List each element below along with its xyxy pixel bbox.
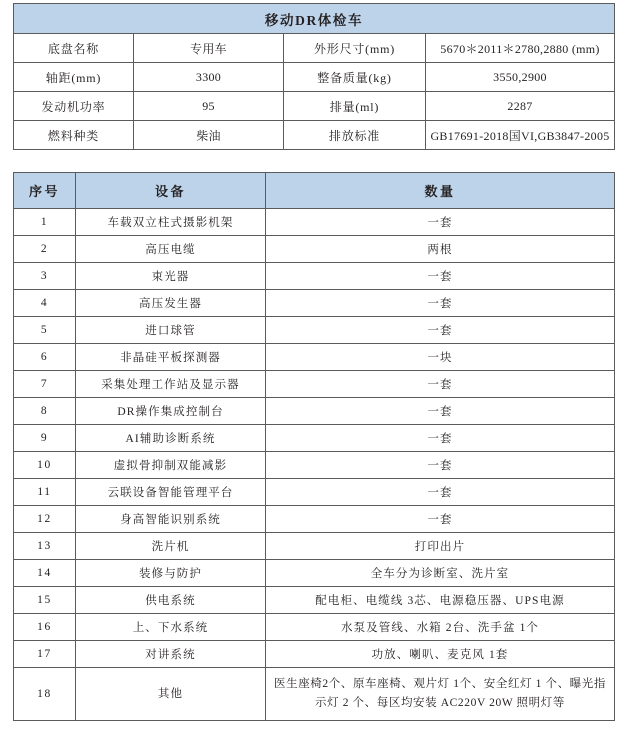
spec-value-curb-weight: 3550,2900 — [426, 63, 615, 92]
spec-label-curb-weight: 整备质量(kg) — [284, 63, 426, 92]
column-header-index: 序号 — [14, 173, 76, 209]
equipment-index-cell: 17 — [14, 641, 76, 668]
equipment-device-cell: 身高智能识别系统 — [76, 506, 266, 533]
equipment-device-cell: 进口球管 — [76, 317, 266, 344]
spec-value-wheelbase: 3300 — [134, 63, 284, 92]
table-row — [14, 560, 615, 587]
table-row — [14, 668, 615, 721]
equipment-quantity-cell: 一块 — [266, 344, 615, 371]
vehicle-spec-table — [13, 3, 615, 150]
table-row — [14, 371, 615, 398]
equipment-device-cell: 束光器 — [76, 263, 266, 290]
equipment-device-cell: AI辅助诊断系统 — [76, 425, 266, 452]
vehicle-spec-title-row — [14, 4, 615, 34]
column-header-quantity: 数量 — [266, 173, 615, 209]
equipment-device-cell: 非晶硅平板探测器 — [76, 344, 266, 371]
spec-value-chassis-name: 专用车 — [134, 34, 284, 63]
equipment-quantity-cell: 一套 — [266, 398, 615, 425]
spec-label-wheelbase: 轴距(mm) — [14, 63, 134, 92]
spec-label-displacement: 排量(ml) — [284, 92, 426, 121]
equipment-quantity-cell: 全车分为诊断室、洗片室 — [266, 560, 615, 587]
equipment-index-cell: 15 — [14, 587, 76, 614]
equipment-index-cell: 5 — [14, 317, 76, 344]
equipment-quantity-cell: 一套 — [266, 371, 615, 398]
equipment-quantity-cell: 打印出片 — [266, 533, 615, 560]
equipment-quantity-cell: 一套 — [266, 452, 615, 479]
equipment-quantity-cell: 一套 — [266, 317, 615, 344]
table-row — [14, 641, 615, 668]
equipment-device-cell: 高压电缆 — [76, 236, 266, 263]
equipment-index-cell: 7 — [14, 371, 76, 398]
equipment-device-cell: 其他 — [76, 668, 266, 721]
equipment-device-cell: 车载双立柱式摄影机架 — [76, 209, 266, 236]
equipment-index-cell: 4 — [14, 290, 76, 317]
vehicle-spec-title: 移动DR体检车 — [14, 4, 615, 34]
equipment-quantity-cell: 水泵及管线、水箱 2台、洗手盆 1个 — [266, 614, 615, 641]
equipment-quantity-cell: 两根 — [266, 236, 615, 263]
equipment-device-cell: 采集处理工作站及显示器 — [76, 371, 266, 398]
table-row — [14, 317, 615, 344]
table-row — [14, 452, 615, 479]
equipment-device-cell: 虚拟骨抑制双能减影 — [76, 452, 266, 479]
equipment-index-cell: 9 — [14, 425, 76, 452]
equipment-device-cell: DR操作集成控制台 — [76, 398, 266, 425]
equipment-device-cell: 云联设备智能管理平台 — [76, 479, 266, 506]
equipment-quantity-cell: 一套 — [266, 263, 615, 290]
equipment-device-cell: 洗片机 — [76, 533, 266, 560]
equipment-device-cell: 上、下水系统 — [76, 614, 266, 641]
equipment-device-cell: 高压发生器 — [76, 290, 266, 317]
column-header-device: 设备 — [76, 173, 266, 209]
equipment-index-cell: 1 — [14, 209, 76, 236]
spec-value-engine-power: 95 — [134, 92, 284, 121]
table-row — [14, 587, 615, 614]
equipment-index-cell: 14 — [14, 560, 76, 587]
equipment-index-cell: 13 — [14, 533, 76, 560]
spec-value-dimensions: 5670＊2011＊2780,2880 (mm) — [426, 34, 615, 63]
spec-label-chassis-name: 底盘名称 — [14, 34, 134, 63]
table-row — [14, 63, 615, 92]
equipment-index-cell: 6 — [14, 344, 76, 371]
spec-value-fuel-type: 柴油 — [134, 121, 284, 150]
equipment-index-cell: 10 — [14, 452, 76, 479]
equipment-header-row — [14, 173, 615, 209]
equipment-quantity-cell: 一套 — [266, 290, 615, 317]
equipment-list-table — [13, 172, 615, 721]
equipment-device-cell: 供电系统 — [76, 587, 266, 614]
table-row — [14, 533, 615, 560]
equipment-quantity-cell: 一套 — [266, 425, 615, 452]
table-row — [14, 614, 615, 641]
equipment-index-cell: 2 — [14, 236, 76, 263]
table-row — [14, 290, 615, 317]
equipment-index-cell: 12 — [14, 506, 76, 533]
table-row — [14, 236, 615, 263]
table-row — [14, 506, 615, 533]
table-row — [14, 344, 615, 371]
equipment-index-cell: 11 — [14, 479, 76, 506]
table-row — [14, 209, 615, 236]
table-row — [14, 425, 615, 452]
equipment-index-cell: 3 — [14, 263, 76, 290]
table-row — [14, 92, 615, 121]
equipment-quantity-cell: 功放、喇叭、麦克风 1套 — [266, 641, 615, 668]
table-row — [14, 263, 615, 290]
equipment-quantity-cell: 一套 — [266, 506, 615, 533]
equipment-quantity-cell: 配电柜、电缆线 3芯、电源稳压器、UPS电源 — [266, 587, 615, 614]
equipment-quantity-cell: 医生座椅2个、原车座椅、观片灯 1个、安全红灯 1 个、曝光指示灯 2 个、每区均安装 AC220V 20W 照明灯等 — [266, 668, 615, 721]
spec-value-emission-std: GB17691-2018国VI,GB3847-2005 — [426, 121, 615, 150]
equipment-index-cell: 8 — [14, 398, 76, 425]
spec-label-fuel-type: 燃料种类 — [14, 121, 134, 150]
equipment-index-cell: 18 — [14, 668, 76, 721]
spec-label-dimensions: 外形尺寸(mm) — [284, 34, 426, 63]
spec-label-engine-power: 发动机功率 — [14, 92, 134, 121]
equipment-device-cell: 装修与防护 — [76, 560, 266, 587]
spec-label-emission-std: 排放标准 — [284, 121, 426, 150]
equipment-quantity-cell: 一套 — [266, 209, 615, 236]
equipment-index-cell: 16 — [14, 614, 76, 641]
table-row — [14, 398, 615, 425]
table-row — [14, 34, 615, 63]
table-row — [14, 479, 615, 506]
table-row — [14, 121, 615, 150]
spec-value-displacement: 2287 — [426, 92, 615, 121]
equipment-device-cell: 对讲系统 — [76, 641, 266, 668]
equipment-quantity-cell: 一套 — [266, 479, 615, 506]
